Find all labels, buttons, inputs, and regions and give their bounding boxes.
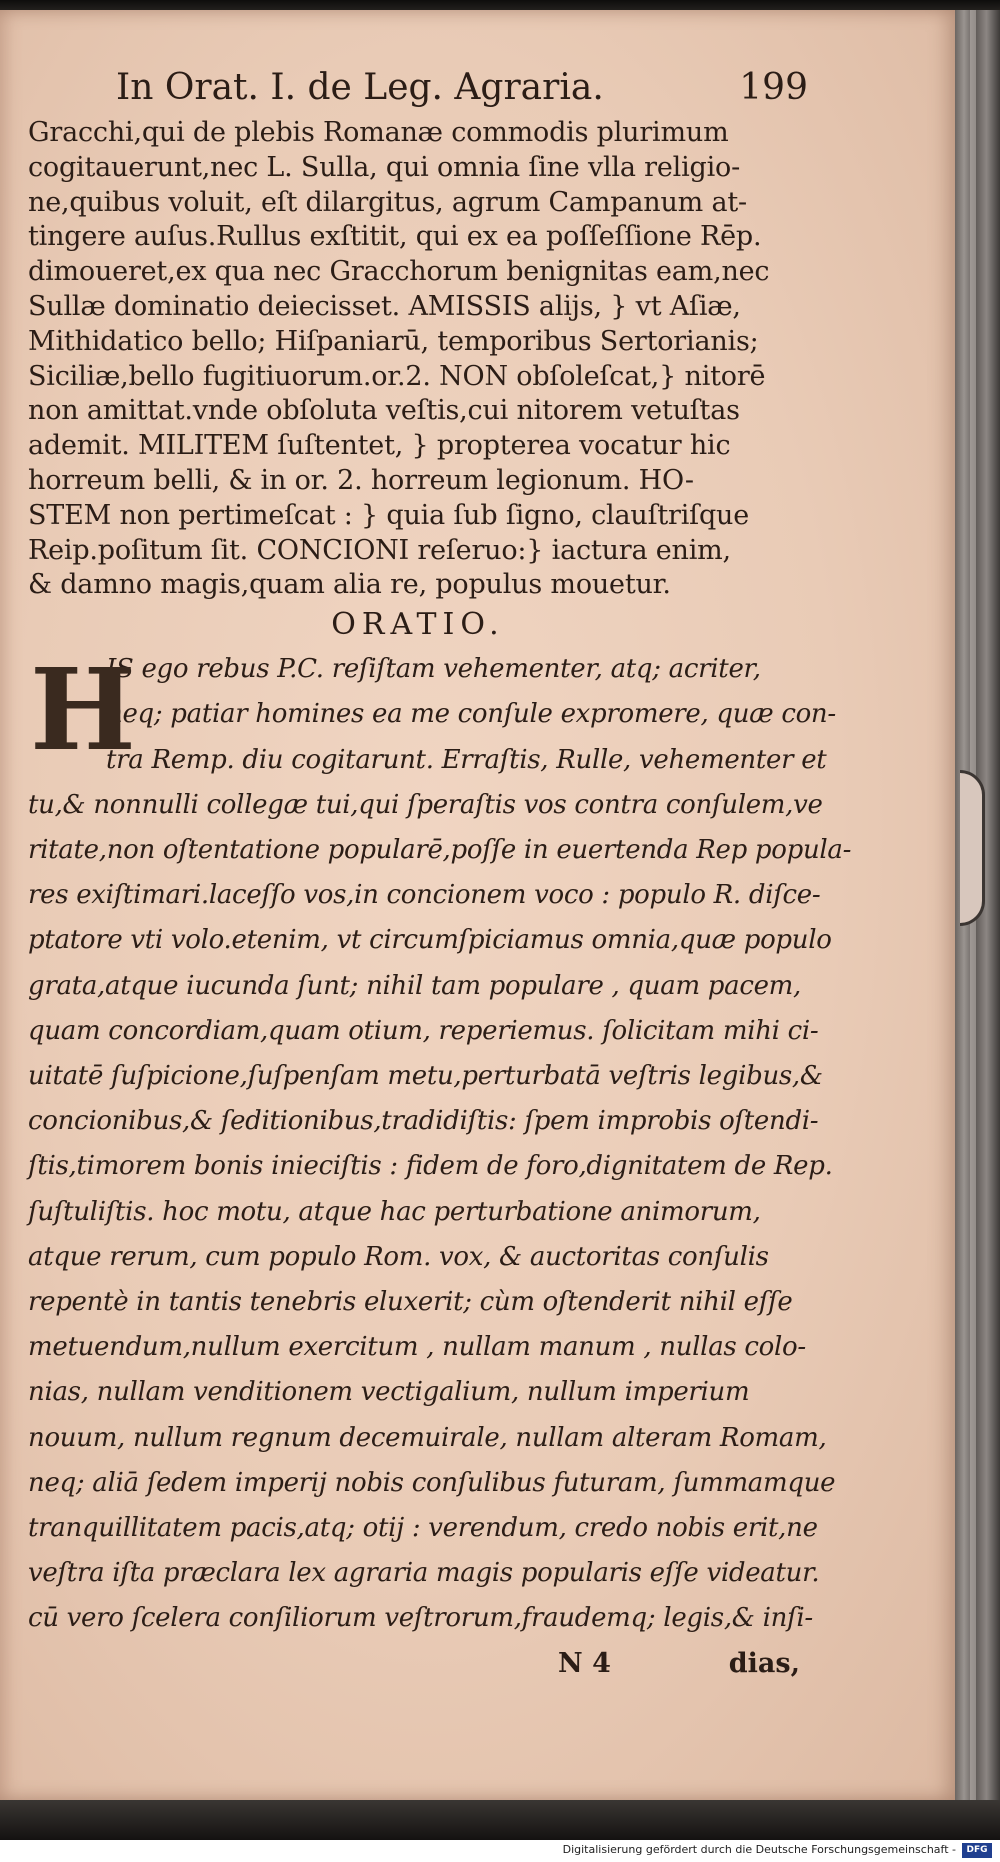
commentary-line: ne,quibus voluit, eſt dilargitus, agrum Campanum at-	[28, 186, 747, 218]
page-clasp	[960, 770, 985, 926]
commentary-line: Sullæ dominatio deiecisset. AMISSIS alijs, } vt Aſiæ,	[28, 290, 741, 322]
oratio-line: neq; patiar homines ea me conſule expromere, quæ con-	[106, 699, 836, 730]
oratio-line: quam concordiam,quam otium, reperiemus. ſolicitam mihi ci-	[28, 1015, 819, 1046]
oratio-line: repentè in tantis tenebris eluxerit; cùm oſtenderit nihil eſſe	[28, 1287, 793, 1317]
dfg-logo: DFG	[962, 1843, 992, 1858]
drop-cap: H	[30, 645, 136, 777]
oratio-line: tu,& nonnulli collegæ tui,qui ſperaſtis vos contra conſulem,ve	[28, 789, 823, 820]
commentary-line: non amittat.vnde obſoluta veſtis,cui nitorem vetuſtas	[28, 395, 740, 427]
oratio-line: metuendum,nullum exercitum , nullam manum , nullas colo-	[28, 1332, 806, 1363]
oratio-line: ptatore vti volo.etenim, vt circumſpiciamus omnia,quæ populo	[28, 925, 832, 956]
page-text	[28, 62, 852, 1684]
oratio-line: nias, nullam venditionem vectigalium, nullum imperium	[28, 1377, 750, 1408]
commentary-line: tingere auſus.Rullus exſtitit, qui ex ea poſſeſſione Rēp.	[28, 221, 762, 253]
section-heading: ORATIO.	[331, 607, 505, 643]
oratio-line: nouum, nullum regnum decemuirale, nullam alteram Romam,	[28, 1422, 827, 1453]
oratio-line: uitatē ſuſpicione,ſuſpenſam metu,perturbatā veſtris legibus,&	[28, 1060, 823, 1091]
commentary-line: STEM non pertimeſcat : } quia ſub ſigno, clauſtriſque	[28, 499, 750, 531]
commentary-block	[28, 116, 808, 603]
running-head	[116, 62, 808, 114]
oratio-line: ſuſtuliſtis. hoc motu, atque hac perturbatione animorum,	[28, 1196, 761, 1227]
signature-mark: N 4	[558, 1647, 611, 1679]
commentary-line: Reip.poſitum ſit. CONCIONI reſeruo:} iactura enim,	[28, 534, 731, 566]
oratio-line: veſtra iſta præclara lex agraria magis popularis eſſe videatur.	[28, 1558, 820, 1589]
signature-row	[28, 1644, 808, 1684]
commentary-line: & damno magis,quam alia re, populus mouetur.	[28, 569, 671, 601]
oratio-line: ritate,non oſtentatione popularē,poſſe in euertenda Rep popula-	[28, 834, 852, 865]
running-head-title: In Orat. I. de Leg. Agraria.	[116, 67, 604, 108]
oratio-text	[28, 645, 852, 1641]
catchword: dias,	[728, 1647, 800, 1679]
footer-credit: Digitalisierung gefördert durch die Deutsche Forschungsgemeinschaft -	[562, 1843, 956, 1856]
oratio-line: atque rerum, cum populo Rom. vox, & auctoritas conſulis	[28, 1241, 769, 1272]
oratio-line: IS ego rebus P.C. reſiſtam vehementer, atq; acriter,	[106, 654, 761, 685]
oratio-line: neq; aliā ſedem imperij nobis conſulibus futuram, ſummamque	[28, 1467, 836, 1498]
commentary-line: horreum belli, & in or. 2. horreum legionum. HO-	[28, 464, 694, 496]
oratio-line: res exiſtimari.laceſſo vos,in concionem voco : populo R. diſce-	[28, 880, 821, 911]
commentary-line: Gracchi,qui de plebis Romanæ commodis plurimum	[28, 117, 729, 148]
commentary-line: Siciliæ,bello fugitiuorum.or.2. NON obſoleſcat,} nitorē	[28, 360, 766, 392]
oratio-line: tranquillitatem pacis,atq; otij : verendum, credo nobis erit,ne	[28, 1513, 818, 1544]
commentary-line: ademit. MILITEM ſuſtentet, } propterea vocatur hic	[28, 430, 731, 462]
oratio-line: concionibus,& ſeditionibus,tradidiſtis: ſpem improbis oſtendi-	[28, 1106, 819, 1137]
book-bottom-edge	[0, 1800, 1000, 1840]
page-number: 199	[739, 67, 808, 108]
oratio-line: cū vero ſcelera conſiliorum veſtrorum,fraudemq; legis,& inſi-	[28, 1603, 813, 1634]
oratio-line: tra Remp. diu cogitarunt. Erraſtis, Rulle, vehementer et	[106, 744, 827, 775]
commentary-line: Mithidatico bello; Hiſpaniarū, temporibus Sertorianis;	[28, 325, 759, 357]
oratio-line: grata,atque iucunda ſunt; nihil tam populare , quam pacem,	[28, 970, 801, 1001]
commentary-line: dimoueret,ex qua nec Gracchorum benignitas eam,nec	[28, 256, 770, 288]
commentary-line: cogitauerunt,nec L. Sulla, qui omnia ſine vlla religio-	[28, 151, 741, 183]
oratio-line: ſtis,timorem bonis inieciſtis : fidem de foro,dignitatem de Rep.	[28, 1151, 833, 1182]
